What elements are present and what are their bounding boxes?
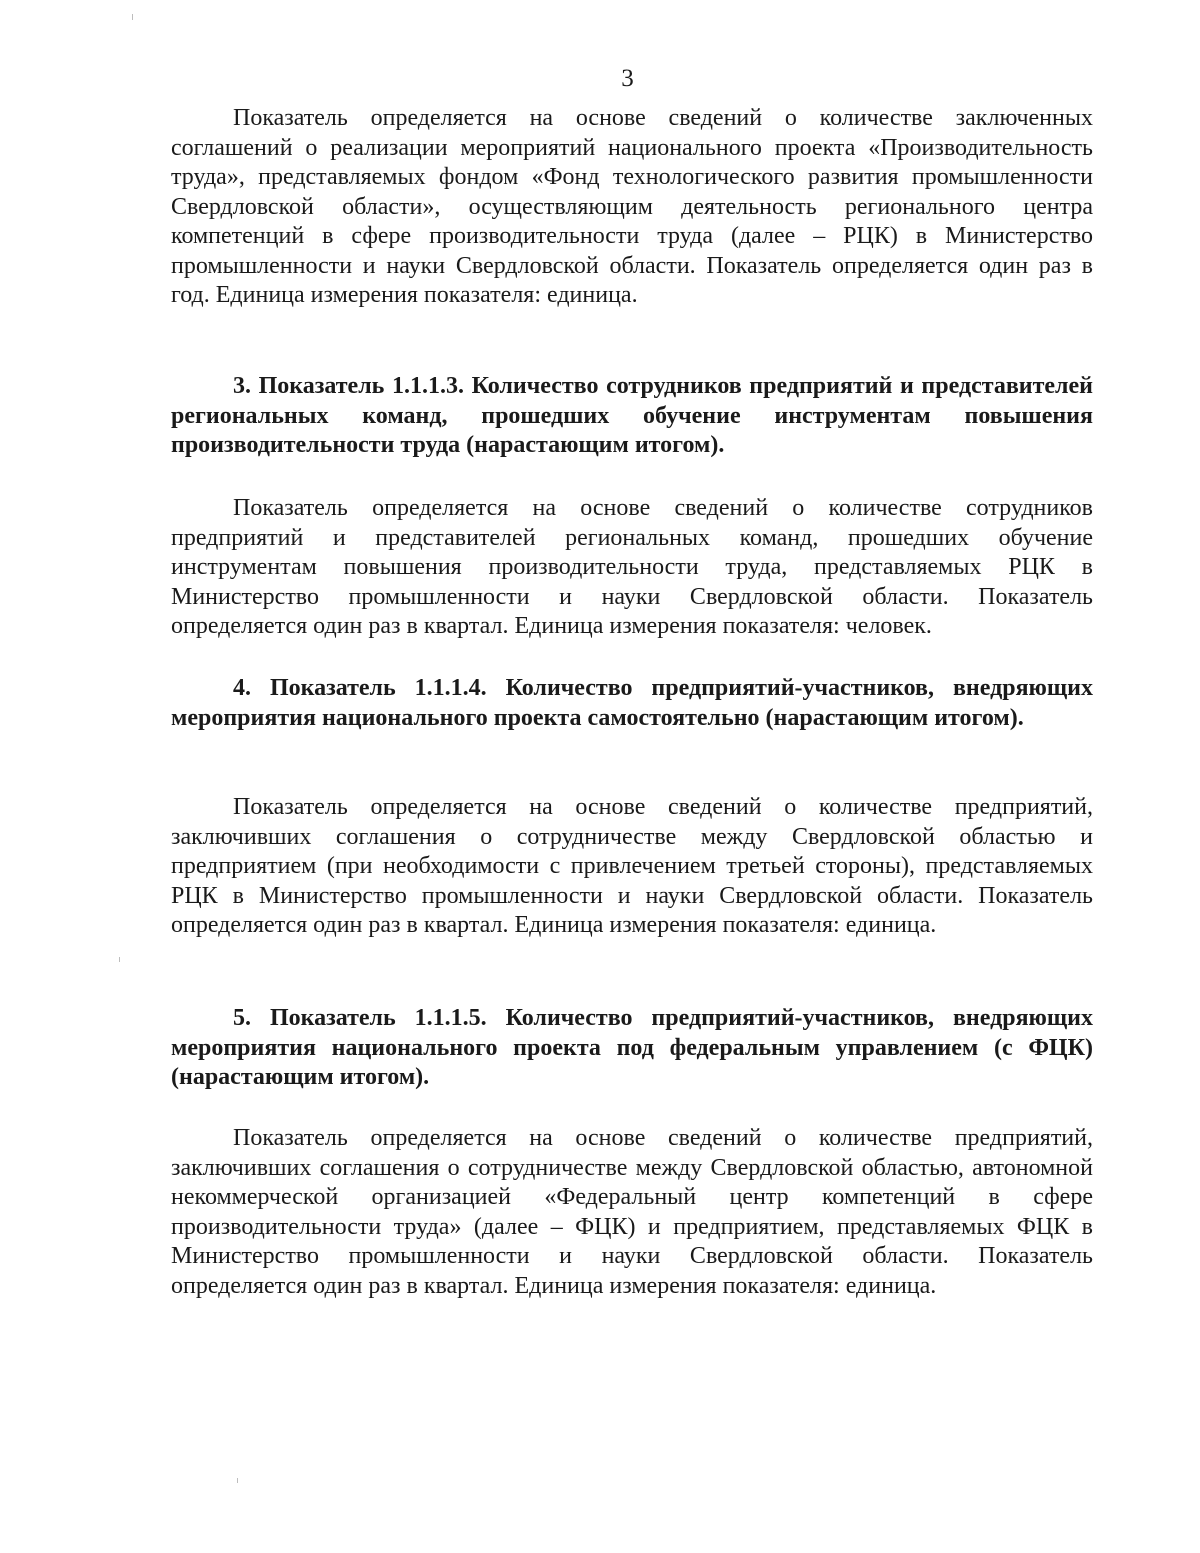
heading-indicator-1-1-1-3 bbox=[171, 372, 1093, 461]
heading-indicator-1-1-1-4 bbox=[171, 674, 1093, 733]
paragraph-text: Показатель определяется на основе сведений о количестве предприятий, заключивших соглашения о сотрудничестве между Свердловской областью и предприятием (при необходимости с привлечением третьей стороны), представляемых РЦК в Министерство промышленности и науки Свердловской области. Показатель определяется один раз в квартал. Единица измерения показателя: единица. bbox=[171, 794, 1093, 938]
scan-mark bbox=[237, 1478, 238, 1483]
paragraph-text: Показатель определяется на основе сведений о количестве заключенных соглашений о реализации мероприятий национального проекта «Производительность труда», представляемых фондом «Фонд технологического развития промышленности Свердловской области», осуществляющим деятельность регионального центра компетенций в сфере производительности труда (далее – РЦК) в Министерство промышленности и науки Свердловской области. Показатель определяется один раз в год. Единица измерения показателя: единица. bbox=[171, 105, 1093, 308]
paragraph-text: Показатель определяется на основе сведений о количестве сотрудников предприятий и представителей региональных команд, прошедших обучение инструментам повышения производительности труда, представляемых РЦК в Министерство промышленности и науки Свердловской области. Показатель определяется один раз в квартал. Единица измерения показателя: человек. bbox=[171, 495, 1093, 639]
heading-text: 3. Показатель 1.1.1.3. Количество сотрудников предприятий и представителей региональных команд, прошедших обучение инструментам повышения производительности труда (нарастающим итогом). bbox=[171, 373, 1093, 458]
page-number: 3 bbox=[621, 65, 634, 92]
paragraph-indicator-1-1-1-5-description bbox=[171, 1124, 1093, 1301]
heading-indicator-1-1-1-5 bbox=[171, 1004, 1093, 1093]
paragraph-indicator-1-1-1-2-description bbox=[171, 104, 1093, 311]
heading-text: 4. Показатель 1.1.1.4. Количество предприятий-участников, внедряющих мероприятия национального проекта самостоятельно (нарастающим итогом). bbox=[171, 675, 1093, 731]
paragraph-indicator-1-1-1-4-description bbox=[171, 793, 1093, 941]
scan-mark bbox=[132, 14, 133, 20]
paragraph-indicator-1-1-1-3-description bbox=[171, 494, 1093, 642]
paragraph-text: Показатель определяется на основе сведений о количестве предприятий, заключивших соглашения о сотрудничестве между Свердловской областью, автономной некоммерческой организацией «Федеральный центр компетенций в сфере производительности труда» (далее – ФЦК) и предприятием, представляемых ФЦК в Министерство промышленности и науки Свердловской области. Показатель определяется один раз в квартал. Единица измерения показателя: единица. bbox=[171, 1125, 1093, 1299]
scan-mark bbox=[119, 957, 120, 962]
heading-text: 5. Показатель 1.1.1.5. Количество предприятий-участников, внедряющих мероприятия национального проекта под федеральным управлением (с ФЦК) (нарастающим итогом). bbox=[171, 1005, 1093, 1090]
